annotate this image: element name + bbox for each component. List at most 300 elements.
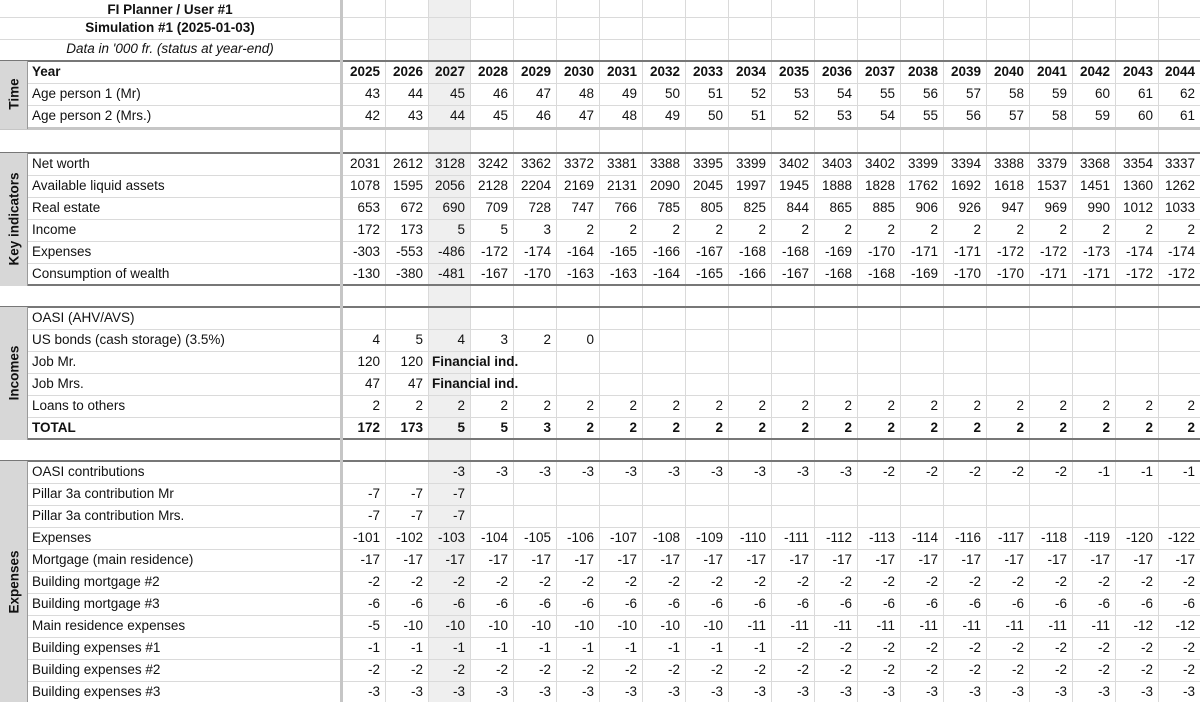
row-label[interactable]: US bonds (cash storage) (3.5%)	[32, 332, 225, 347]
value-cell[interactable]: 50	[664, 86, 680, 101]
year-header[interactable]: 2026	[392, 64, 423, 79]
value-cell[interactable]: -11	[1048, 618, 1067, 633]
value-cell[interactable]: -2	[710, 574, 723, 589]
value-cell[interactable]: 805	[700, 200, 723, 215]
value-cell[interactable]: 3394	[950, 156, 981, 171]
value-cell[interactable]: -168	[781, 244, 809, 259]
value-cell[interactable]: 58	[1051, 108, 1067, 123]
year-header[interactable]: 2035	[778, 64, 809, 79]
value-cell[interactable]: -109	[695, 530, 723, 545]
value-cell[interactable]: 3379	[1036, 156, 1067, 171]
value-cell[interactable]: 49	[621, 86, 637, 101]
value-cell[interactable]: -2	[839, 640, 852, 655]
value-cell[interactable]: -6	[667, 596, 680, 611]
value-cell[interactable]: -3	[1097, 684, 1110, 699]
value-cell[interactable]: 3372	[563, 156, 594, 171]
value-cell[interactable]: 1945	[778, 178, 809, 193]
value-cell[interactable]: -6	[710, 596, 723, 611]
value-cell[interactable]: -104	[480, 530, 508, 545]
year-header[interactable]: 2041	[1036, 64, 1067, 79]
value-cell[interactable]: -6	[581, 596, 594, 611]
value-cell[interactable]: -2	[624, 662, 637, 677]
value-cell[interactable]: -122	[1167, 530, 1195, 545]
year-header[interactable]: 2038	[907, 64, 938, 79]
value-cell[interactable]: 2031	[349, 156, 380, 171]
value-cell[interactable]: -6	[1054, 596, 1067, 611]
value-cell[interactable]: 2	[629, 420, 637, 435]
value-cell[interactable]: 2	[758, 398, 766, 413]
row-label[interactable]: Net worth	[32, 156, 90, 171]
value-cell[interactable]: 2612	[392, 156, 423, 171]
value-cell[interactable]: -3	[710, 464, 723, 479]
value-cell[interactable]: 2	[973, 420, 981, 435]
row-label[interactable]: Expenses	[32, 244, 92, 259]
value-cell[interactable]: -7	[367, 486, 380, 501]
value-cell[interactable]: -103	[437, 530, 465, 545]
year-header[interactable]: 2032	[649, 64, 680, 79]
value-cell[interactable]: 45	[492, 108, 508, 123]
value-cell[interactable]: 57	[965, 86, 981, 101]
value-cell[interactable]: 785	[657, 200, 680, 215]
value-cell[interactable]: 2	[844, 222, 852, 237]
value-cell[interactable]: -2	[1054, 662, 1067, 677]
value-cell[interactable]: -170	[523, 266, 551, 281]
value-cell[interactable]: -5	[367, 618, 380, 633]
value-cell[interactable]: -1	[495, 640, 508, 655]
value-cell[interactable]: -17	[1004, 552, 1024, 567]
value-cell[interactable]: 50	[707, 108, 723, 123]
value-cell[interactable]: 2	[457, 398, 465, 413]
value-cell[interactable]: -3	[753, 684, 766, 699]
value-cell[interactable]: -2	[667, 574, 680, 589]
value-cell[interactable]: 3403	[821, 156, 852, 171]
value-cell[interactable]: -3	[839, 464, 852, 479]
value-cell[interactable]: -101	[352, 530, 380, 545]
value-cell[interactable]: 2	[543, 332, 551, 347]
value-cell[interactable]: -2	[495, 662, 508, 677]
value-cell[interactable]: 55	[879, 86, 895, 101]
row-label[interactable]: Age person 1 (Mr)	[32, 86, 141, 101]
value-cell[interactable]: -3	[367, 684, 380, 699]
value-cell[interactable]: -2	[495, 574, 508, 589]
value-cell[interactable]: -2	[1097, 640, 1110, 655]
value-cell[interactable]: 54	[879, 108, 895, 123]
value-cell[interactable]: -17	[875, 552, 895, 567]
value-cell[interactable]: -2	[1054, 574, 1067, 589]
value-cell[interactable]: -173	[1082, 244, 1110, 259]
value-cell[interactable]: -17	[574, 552, 594, 567]
value-cell[interactable]: 2169	[563, 178, 594, 193]
value-cell[interactable]: 2	[844, 398, 852, 413]
value-cell[interactable]: 653	[357, 200, 380, 215]
value-cell[interactable]: 709	[485, 200, 508, 215]
value-cell[interactable]: -7	[410, 486, 423, 501]
row-label[interactable]: Building mortgage #2	[32, 574, 160, 589]
value-cell[interactable]: 2056	[434, 178, 465, 193]
value-cell[interactable]: -17	[1175, 552, 1195, 567]
value-cell[interactable]: 3402	[778, 156, 809, 171]
value-cell[interactable]: 3368	[1079, 156, 1110, 171]
row-label[interactable]: Building expenses #2	[32, 662, 161, 677]
value-cell[interactable]: 3381	[606, 156, 637, 171]
value-cell[interactable]: -10	[488, 618, 508, 633]
year-header[interactable]: 2033	[692, 64, 723, 79]
value-cell[interactable]: 2	[1187, 222, 1195, 237]
value-cell[interactable]: -7	[452, 486, 465, 501]
value-cell[interactable]: 2128	[477, 178, 508, 193]
row-label[interactable]: Building expenses #3	[32, 684, 161, 699]
value-cell[interactable]: 825	[743, 200, 766, 215]
value-cell[interactable]: -2	[581, 574, 594, 589]
value-cell[interactable]: -17	[789, 552, 809, 567]
value-cell[interactable]: 2	[1059, 222, 1067, 237]
value-cell[interactable]: -6	[1011, 596, 1024, 611]
value-cell[interactable]: -116	[954, 530, 981, 545]
value-cell[interactable]: -7	[367, 508, 380, 523]
value-cell[interactable]: -6	[410, 596, 423, 611]
value-cell[interactable]: 1262	[1164, 178, 1195, 193]
value-cell[interactable]: 844	[786, 200, 809, 215]
value-cell[interactable]: 1012	[1122, 200, 1153, 215]
value-cell[interactable]: -108	[652, 530, 680, 545]
value-cell[interactable]: -3	[968, 684, 981, 699]
value-cell[interactable]: -102	[395, 530, 423, 545]
value-cell[interactable]: -169	[824, 244, 852, 259]
value-cell[interactable]: 56	[922, 86, 938, 101]
value-cell[interactable]: 172	[357, 420, 380, 435]
value-cell[interactable]: -2	[452, 662, 465, 677]
value-cell[interactable]: 57	[1008, 108, 1024, 123]
value-cell[interactable]: 54	[836, 86, 852, 101]
value-cell[interactable]: -3	[710, 684, 723, 699]
value-cell[interactable]: 53	[836, 108, 852, 123]
value-cell[interactable]: -17	[918, 552, 938, 567]
value-cell[interactable]: -10	[574, 618, 594, 633]
value-cell[interactable]: 2	[930, 420, 938, 435]
value-cell[interactable]: -3	[667, 464, 680, 479]
value-cell[interactable]: -2	[667, 662, 680, 677]
value-cell[interactable]: -105	[523, 530, 551, 545]
value-cell[interactable]: -10	[445, 618, 465, 633]
value-cell[interactable]: 1762	[907, 178, 938, 193]
value-cell[interactable]: -11	[962, 618, 981, 633]
value-cell[interactable]: 61	[1137, 86, 1153, 101]
value-cell[interactable]: 47	[535, 86, 551, 101]
value-cell[interactable]: -165	[609, 244, 637, 259]
value-cell[interactable]: -2	[968, 662, 981, 677]
value-cell[interactable]: -164	[566, 244, 594, 259]
value-cell[interactable]: 2	[1145, 222, 1153, 237]
value-cell[interactable]: -1	[667, 640, 680, 655]
value-cell[interactable]: -6	[753, 596, 766, 611]
value-cell[interactable]: -2	[882, 662, 895, 677]
value-cell[interactable]: -2	[968, 574, 981, 589]
value-cell[interactable]: 59	[1094, 108, 1110, 123]
value-cell[interactable]: 2	[844, 420, 852, 435]
value-cell[interactable]: 1360	[1122, 178, 1153, 193]
value-cell[interactable]: -17	[403, 552, 423, 567]
year-header[interactable]: 2025	[349, 64, 380, 79]
value-cell[interactable]: -2	[1140, 662, 1153, 677]
value-cell[interactable]: -1	[538, 640, 551, 655]
value-cell[interactable]: -2	[882, 464, 895, 479]
value-cell[interactable]: -172	[1125, 266, 1153, 281]
value-cell[interactable]: -17	[832, 552, 852, 567]
row-label[interactable]: Real estate	[32, 200, 101, 215]
value-cell[interactable]: 4	[457, 332, 465, 347]
value-cell[interactable]: 2	[586, 222, 594, 237]
value-cell[interactable]: -6	[367, 596, 380, 611]
value-cell[interactable]: -1	[452, 640, 465, 655]
value-cell[interactable]: -2	[1182, 640, 1195, 655]
value-cell[interactable]: -481	[437, 266, 465, 281]
value-cell[interactable]: 2	[1102, 398, 1110, 413]
value-cell[interactable]: 2	[672, 222, 680, 237]
value-cell[interactable]: 2	[930, 222, 938, 237]
value-cell[interactable]: -163	[566, 266, 594, 281]
value-cell[interactable]: 926	[958, 200, 981, 215]
value-cell[interactable]: -486	[437, 244, 465, 259]
value-cell[interactable]: -17	[660, 552, 680, 567]
value-cell[interactable]: 1595	[392, 178, 423, 193]
value-cell[interactable]: 2	[1145, 398, 1153, 413]
value-cell[interactable]: 2	[672, 420, 680, 435]
value-cell[interactable]: -1	[581, 640, 594, 655]
value-cell[interactable]: 3354	[1122, 156, 1153, 171]
value-cell[interactable]: 173	[400, 222, 423, 237]
value-cell[interactable]: 44	[449, 108, 465, 123]
year-header[interactable]: 2034	[735, 64, 766, 79]
row-label[interactable]: Available liquid assets	[32, 178, 165, 193]
value-cell[interactable]: -174	[1125, 244, 1153, 259]
value-cell[interactable]: -2	[1011, 640, 1024, 655]
value-cell[interactable]: -10	[531, 618, 551, 633]
value-cell[interactable]: 47	[578, 108, 594, 123]
value-cell[interactable]: 2	[629, 222, 637, 237]
value-cell[interactable]: 61	[1179, 108, 1195, 123]
value-cell[interactable]: -6	[1097, 596, 1110, 611]
value-cell[interactable]: 5	[415, 332, 423, 347]
value-cell[interactable]: -12	[1133, 618, 1153, 633]
year-header[interactable]: 2043	[1122, 64, 1153, 79]
value-cell[interactable]: 172	[357, 222, 380, 237]
value-cell[interactable]: 43	[364, 86, 380, 101]
row-label[interactable]: Mortgage (main residence)	[32, 552, 194, 567]
value-cell[interactable]: -17	[703, 552, 723, 567]
value-cell[interactable]: 173	[400, 420, 423, 435]
value-cell[interactable]: 3128	[434, 156, 465, 171]
value-cell[interactable]: -10	[403, 618, 423, 633]
value-cell[interactable]: -2	[581, 662, 594, 677]
value-cell[interactable]: -167	[695, 244, 723, 259]
value-cell[interactable]: 53	[793, 86, 809, 101]
value-cell[interactable]: 747	[571, 200, 594, 215]
value-cell[interactable]: 3402	[864, 156, 895, 171]
value-cell[interactable]: 2	[1016, 222, 1024, 237]
value-cell[interactable]: 2	[758, 420, 766, 435]
value-cell[interactable]: -110	[739, 530, 766, 545]
value-cell[interactable]: 1888	[821, 178, 852, 193]
value-cell[interactable]: -3	[796, 684, 809, 699]
value-cell[interactable]: -6	[1140, 596, 1153, 611]
value-cell[interactable]: 3395	[692, 156, 723, 171]
value-cell[interactable]: -6	[968, 596, 981, 611]
value-cell[interactable]: 1078	[349, 178, 380, 193]
row-label[interactable]: Building expenses #1	[32, 640, 161, 655]
value-cell[interactable]: -3	[839, 684, 852, 699]
value-cell[interactable]: -171	[910, 244, 938, 259]
value-cell[interactable]: -2	[452, 574, 465, 589]
value-cell[interactable]: -174	[523, 244, 551, 259]
units-note[interactable]: Data in '000 fr. (status at year-end)	[66, 41, 274, 56]
value-cell[interactable]: -2	[1140, 640, 1153, 655]
row-label[interactable]: Consumption of wealth	[32, 266, 170, 281]
value-cell[interactable]: 5	[457, 420, 465, 435]
value-cell[interactable]: 2	[715, 222, 723, 237]
value-cell[interactable]: -2	[796, 640, 809, 655]
value-cell[interactable]: 2090	[649, 178, 680, 193]
value-cell[interactable]: 2	[930, 398, 938, 413]
row-label[interactable]: TOTAL	[32, 420, 76, 435]
value-cell[interactable]: 62	[1179, 86, 1195, 101]
value-cell[interactable]: 947	[1001, 200, 1024, 215]
value-cell[interactable]: 865	[829, 200, 852, 215]
value-cell[interactable]: -12	[1175, 618, 1195, 633]
row-label[interactable]: OASI (AHV/AVS)	[32, 310, 135, 325]
value-cell[interactable]: -3	[882, 684, 895, 699]
value-cell[interactable]: -2	[1054, 464, 1067, 479]
value-cell[interactable]: 766	[614, 200, 637, 215]
value-cell[interactable]: -6	[495, 596, 508, 611]
value-cell[interactable]: 120	[357, 354, 380, 369]
value-cell[interactable]: 3	[543, 222, 551, 237]
value-cell[interactable]: -6	[796, 596, 809, 611]
value-cell[interactable]: 2	[973, 398, 981, 413]
value-cell[interactable]: 2	[1059, 420, 1067, 435]
value-cell[interactable]: -11	[1091, 618, 1110, 633]
value-cell[interactable]: 1451	[1079, 178, 1110, 193]
value-cell[interactable]: -17	[531, 552, 551, 567]
value-cell[interactable]: 728	[528, 200, 551, 215]
value-cell[interactable]: -3	[796, 464, 809, 479]
value-cell[interactable]: -172	[996, 244, 1024, 259]
value-cell[interactable]: 3388	[993, 156, 1024, 171]
value-cell[interactable]: 990	[1087, 200, 1110, 215]
value-cell[interactable]: -17	[746, 552, 766, 567]
value-cell[interactable]: 51	[707, 86, 723, 101]
value-cell[interactable]: -1	[1182, 464, 1195, 479]
value-cell[interactable]: 2	[887, 398, 895, 413]
value-cell[interactable]: 5	[457, 222, 465, 237]
value-cell[interactable]: -17	[1047, 552, 1067, 567]
value-cell[interactable]: -6	[1182, 596, 1195, 611]
value-cell[interactable]: -120	[1125, 530, 1153, 545]
value-cell[interactable]: -11	[747, 618, 766, 633]
value-cell[interactable]: -6	[624, 596, 637, 611]
value-cell[interactable]: -167	[480, 266, 508, 281]
value-cell[interactable]: -2	[1011, 464, 1024, 479]
value-cell[interactable]: 969	[1044, 200, 1067, 215]
value-cell[interactable]: -2	[968, 464, 981, 479]
year-header[interactable]: 2044	[1164, 64, 1195, 79]
value-cell[interactable]: -166	[738, 266, 766, 281]
value-cell[interactable]: -3	[1054, 684, 1067, 699]
value-cell[interactable]: -3	[538, 684, 551, 699]
value-cell[interactable]: -1	[1140, 464, 1153, 479]
value-cell[interactable]: 43	[407, 108, 423, 123]
year-header[interactable]: 2027	[434, 64, 465, 79]
value-cell[interactable]: 55	[922, 108, 938, 123]
row-label[interactable]: Building mortgage #3	[32, 596, 160, 611]
value-cell[interactable]: -2	[710, 662, 723, 677]
value-cell[interactable]: 60	[1137, 108, 1153, 123]
value-cell[interactable]: -113	[868, 530, 895, 545]
value-cell[interactable]: 46	[535, 108, 551, 123]
value-cell[interactable]: -11	[876, 618, 895, 633]
value-cell[interactable]: -2	[753, 662, 766, 677]
value-cell[interactable]: 3	[500, 332, 508, 347]
value-cell[interactable]: 2	[801, 420, 809, 435]
value-cell[interactable]: 885	[872, 200, 895, 215]
value-cell[interactable]: 2	[1059, 398, 1067, 413]
value-cell[interactable]: -168	[824, 266, 852, 281]
value-cell[interactable]: -2	[925, 464, 938, 479]
value-cell[interactable]: -2	[925, 662, 938, 677]
value-cell[interactable]: -553	[395, 244, 423, 259]
year-header[interactable]: 2029	[520, 64, 551, 79]
value-cell[interactable]: -3	[667, 684, 680, 699]
value-cell[interactable]: -2	[753, 574, 766, 589]
value-cell[interactable]: 2045	[692, 178, 723, 193]
value-cell[interactable]: 47	[364, 376, 380, 391]
value-cell[interactable]: -2	[1011, 662, 1024, 677]
value-cell[interactable]: 51	[750, 108, 766, 123]
value-cell[interactable]: 46	[492, 86, 508, 101]
row-label[interactable]: Job Mrs.	[32, 376, 84, 391]
value-cell[interactable]: -2	[839, 574, 852, 589]
value-cell[interactable]: 4	[372, 332, 380, 347]
value-cell[interactable]: 45	[449, 86, 465, 101]
value-cell[interactable]: -2	[538, 662, 551, 677]
value-cell[interactable]: -3	[495, 464, 508, 479]
value-cell[interactable]: 48	[621, 108, 637, 123]
value-cell[interactable]: -172	[1039, 244, 1067, 259]
value-cell[interactable]: -1	[367, 640, 380, 655]
value-cell[interactable]: -172	[480, 244, 508, 259]
value-cell[interactable]: 1692	[950, 178, 981, 193]
value-cell[interactable]: -170	[953, 266, 981, 281]
value-cell[interactable]: -112	[825, 530, 852, 545]
value-cell[interactable]: 2	[715, 420, 723, 435]
value-cell[interactable]: -2	[1097, 574, 1110, 589]
value-cell[interactable]: -117	[997, 530, 1024, 545]
row-label[interactable]: Income	[32, 222, 77, 237]
value-cell[interactable]: -3	[925, 684, 938, 699]
value-cell[interactable]: 906	[915, 200, 938, 215]
row-label[interactable]: Loans to others	[32, 398, 126, 413]
value-cell[interactable]: 2204	[520, 178, 551, 193]
value-cell[interactable]: -17	[1090, 552, 1110, 567]
value-cell[interactable]: 3399	[907, 156, 938, 171]
value-cell[interactable]: 2	[1102, 222, 1110, 237]
value-cell[interactable]: -3	[581, 684, 594, 699]
value-cell[interactable]: -2	[624, 574, 637, 589]
value-cell[interactable]: 2	[500, 398, 508, 413]
value-cell[interactable]: -2	[1054, 640, 1067, 655]
value-cell[interactable]: -2	[410, 662, 423, 677]
row-label[interactable]: Year	[32, 64, 61, 79]
row-label[interactable]: Main residence expenses	[32, 618, 186, 633]
